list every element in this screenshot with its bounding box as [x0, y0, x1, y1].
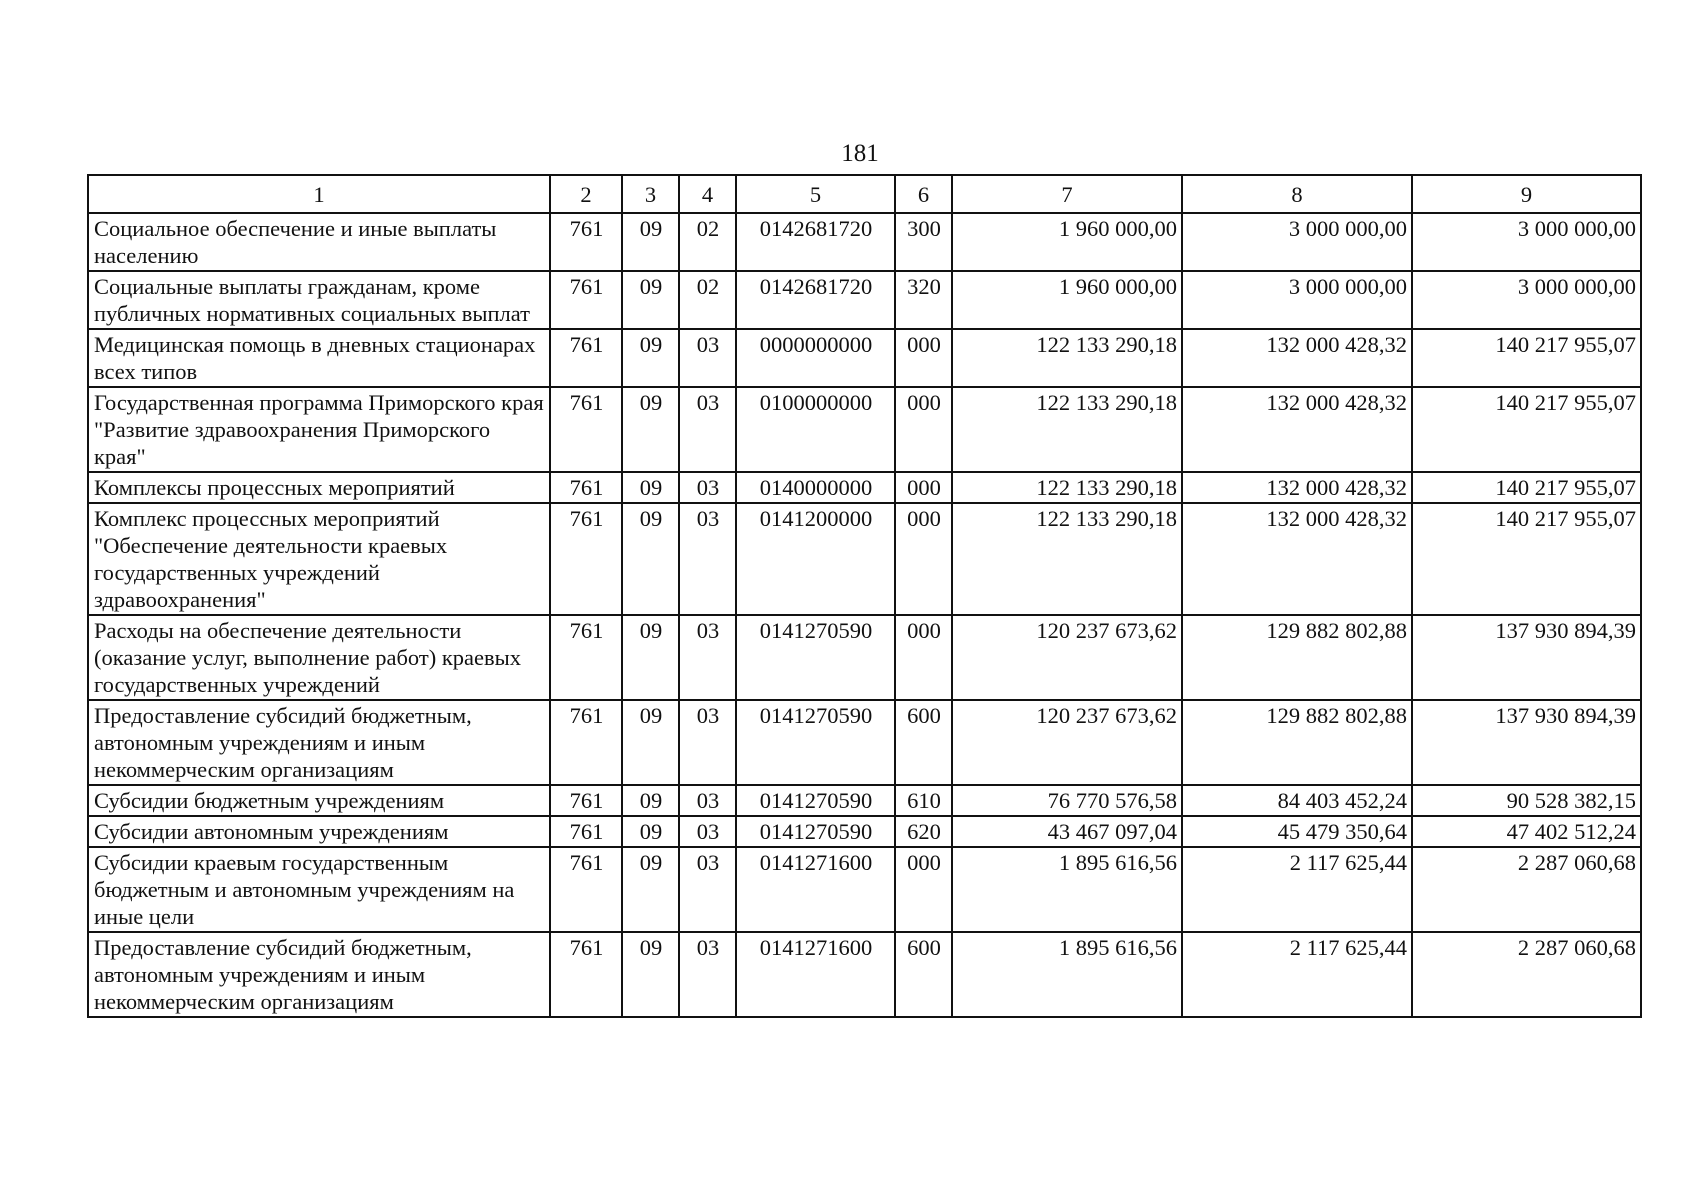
- subsection-code: 02: [679, 213, 736, 271]
- section-code: 09: [622, 503, 679, 615]
- amount-col-8: 2 117 625,44: [1182, 932, 1412, 1017]
- department-code: 761: [550, 503, 622, 615]
- table-row: [88, 472, 1641, 503]
- header-row: [88, 175, 1641, 213]
- expense-type-code: 620: [895, 816, 952, 847]
- amount-col-9: 137 930 894,39: [1412, 615, 1641, 700]
- row-name: Расходы на обеспечение деятельности (оказание услуг, выполнение работ) краевых государственных учреждений: [88, 615, 550, 700]
- amount-col-7: 122 133 290,18: [952, 329, 1182, 387]
- subsection-code: 03: [679, 816, 736, 847]
- expense-type-code: 000: [895, 615, 952, 700]
- subsection-code: 02: [679, 271, 736, 329]
- amount-col-9: 140 217 955,07: [1412, 472, 1641, 503]
- section-code: 09: [622, 213, 679, 271]
- target-item-code: 0100000000: [736, 387, 895, 472]
- amount-col-8: 132 000 428,32: [1182, 387, 1412, 472]
- amount-col-9: 2 287 060,68: [1412, 847, 1641, 932]
- column-header: 2: [550, 175, 622, 213]
- table-row: [88, 847, 1641, 932]
- target-item-code: 0140000000: [736, 472, 895, 503]
- department-code: 761: [550, 615, 622, 700]
- target-item-code: 0141270590: [736, 700, 895, 785]
- target-item-code: 0141271600: [736, 847, 895, 932]
- table-row: [88, 503, 1641, 615]
- row-name: Субсидии автономным учреждениям: [88, 816, 550, 847]
- department-code: 761: [550, 932, 622, 1017]
- amount-col-8: 132 000 428,32: [1182, 472, 1412, 503]
- section-code: 09: [622, 847, 679, 932]
- expense-type-code: 000: [895, 472, 952, 503]
- row-name: Предоставление субсидий бюджетным, автономным учреждениям и иным некоммерческим организациям: [88, 700, 550, 785]
- expense-type-code: 000: [895, 503, 952, 615]
- target-item-code: 0142681720: [736, 271, 895, 329]
- subsection-code: 03: [679, 329, 736, 387]
- amount-col-7: 120 237 673,62: [952, 615, 1182, 700]
- expense-type-code: 610: [895, 785, 952, 816]
- subsection-code: 03: [679, 847, 736, 932]
- department-code: 761: [550, 271, 622, 329]
- row-name: Социальные выплаты гражданам, кроме публичных нормативных социальных выплат: [88, 271, 550, 329]
- amount-col-8: 132 000 428,32: [1182, 329, 1412, 387]
- amount-col-8: 3 000 000,00: [1182, 213, 1412, 271]
- row-name: Социальное обеспечение и иные выплаты населению: [88, 213, 550, 271]
- table-row: [88, 700, 1641, 785]
- target-item-code: 0000000000: [736, 329, 895, 387]
- amount-col-8: 45 479 350,64: [1182, 816, 1412, 847]
- amount-col-9: 140 217 955,07: [1412, 387, 1641, 472]
- row-name: Государственная программа Приморского края "Развитие здравоохранения Приморского края": [88, 387, 550, 472]
- amount-col-9: 140 217 955,07: [1412, 503, 1641, 615]
- section-code: 09: [622, 271, 679, 329]
- table-row: [88, 816, 1641, 847]
- department-code: 761: [550, 785, 622, 816]
- table-row: [88, 213, 1641, 271]
- row-name: Медицинская помощь в дневных стационарах всех типов: [88, 329, 550, 387]
- column-header: 1: [88, 175, 550, 213]
- table-row: [88, 785, 1641, 816]
- section-code: 09: [622, 700, 679, 785]
- table-row: [88, 932, 1641, 1017]
- row-name: Субсидии бюджетным учреждениям: [88, 785, 550, 816]
- subsection-code: 03: [679, 387, 736, 472]
- section-code: 09: [622, 387, 679, 472]
- department-code: 761: [550, 329, 622, 387]
- amount-col-7: 76 770 576,58: [952, 785, 1182, 816]
- target-item-code: 0141200000: [736, 503, 895, 615]
- table-row: [88, 615, 1641, 700]
- department-code: 761: [550, 387, 622, 472]
- column-header: 7: [952, 175, 1182, 213]
- expense-type-code: 300: [895, 213, 952, 271]
- amount-col-8: 129 882 802,88: [1182, 615, 1412, 700]
- expense-type-code: 000: [895, 847, 952, 932]
- expense-type-code: 000: [895, 329, 952, 387]
- amount-col-7: 1 895 616,56: [952, 847, 1182, 932]
- subsection-code: 03: [679, 785, 736, 816]
- column-header: 8: [1182, 175, 1412, 213]
- budget-table: [87, 174, 1642, 1018]
- amount-col-9: 3 000 000,00: [1412, 213, 1641, 271]
- column-header: 4: [679, 175, 736, 213]
- amount-col-7: 122 133 290,18: [952, 503, 1182, 615]
- amount-col-9: 47 402 512,24: [1412, 816, 1641, 847]
- column-header: 3: [622, 175, 679, 213]
- amount-col-8: 129 882 802,88: [1182, 700, 1412, 785]
- subsection-code: 03: [679, 472, 736, 503]
- amount-col-9: 90 528 382,15: [1412, 785, 1641, 816]
- page-number: 181: [841, 140, 879, 167]
- section-code: 09: [622, 932, 679, 1017]
- table-row: [88, 329, 1641, 387]
- subsection-code: 03: [679, 503, 736, 615]
- table-row: [88, 271, 1641, 329]
- department-code: 761: [550, 472, 622, 503]
- target-item-code: 0142681720: [736, 213, 895, 271]
- subsection-code: 03: [679, 700, 736, 785]
- amount-col-8: 2 117 625,44: [1182, 847, 1412, 932]
- amount-col-9: 137 930 894,39: [1412, 700, 1641, 785]
- department-code: 761: [550, 847, 622, 932]
- row-name: Комплекс процессных мероприятий "Обеспечение деятельности краевых государственных учреждений здравоохранения": [88, 503, 550, 615]
- section-code: 09: [622, 472, 679, 503]
- amount-col-9: 3 000 000,00: [1412, 271, 1641, 329]
- amount-col-8: 84 403 452,24: [1182, 785, 1412, 816]
- section-code: 09: [622, 329, 679, 387]
- subsection-code: 03: [679, 932, 736, 1017]
- section-code: 09: [622, 785, 679, 816]
- amount-col-9: 2 287 060,68: [1412, 932, 1641, 1017]
- column-header: 9: [1412, 175, 1641, 213]
- department-code: 761: [550, 213, 622, 271]
- row-name: Комплексы процессных мероприятий: [88, 472, 550, 503]
- amount-col-7: 1 895 616,56: [952, 932, 1182, 1017]
- section-code: 09: [622, 816, 679, 847]
- amount-col-9: 140 217 955,07: [1412, 329, 1641, 387]
- amount-col-7: 122 133 290,18: [952, 472, 1182, 503]
- target-item-code: 0141270590: [736, 785, 895, 816]
- target-item-code: 0141270590: [736, 615, 895, 700]
- expense-type-code: 000: [895, 387, 952, 472]
- amount-col-7: 43 467 097,04: [952, 816, 1182, 847]
- amount-col-8: 132 000 428,32: [1182, 503, 1412, 615]
- row-name: Субсидии краевым государственным бюджетным и автономным учреждениям на иные цели: [88, 847, 550, 932]
- column-header: 6: [895, 175, 952, 213]
- subsection-code: 03: [679, 615, 736, 700]
- column-header: 5: [736, 175, 895, 213]
- table-row: [88, 387, 1641, 472]
- row-name: Предоставление субсидий бюджетным, автономным учреждениям и иным некоммерческим организациям: [88, 932, 550, 1017]
- expense-type-code: 600: [895, 700, 952, 785]
- amount-col-7: 1 960 000,00: [952, 271, 1182, 329]
- section-code: 09: [622, 615, 679, 700]
- amount-col-7: 122 133 290,18: [952, 387, 1182, 472]
- amount-col-7: 1 960 000,00: [952, 213, 1182, 271]
- target-item-code: 0141270590: [736, 816, 895, 847]
- amount-col-8: 3 000 000,00: [1182, 271, 1412, 329]
- target-item-code: 0141271600: [736, 932, 895, 1017]
- department-code: 761: [550, 700, 622, 785]
- expense-type-code: 600: [895, 932, 952, 1017]
- expense-type-code: 320: [895, 271, 952, 329]
- amount-col-7: 120 237 673,62: [952, 700, 1182, 785]
- department-code: 761: [550, 816, 622, 847]
